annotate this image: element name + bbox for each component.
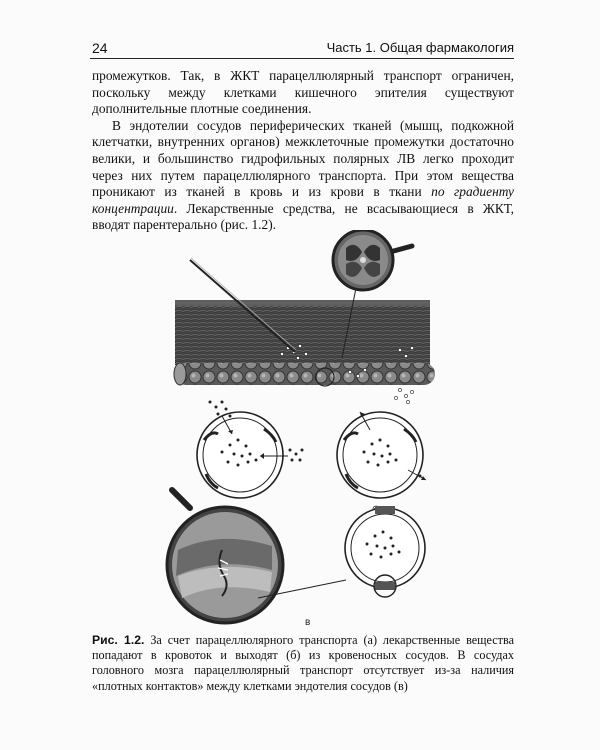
magnifier-bottom (167, 490, 350, 628)
figure-caption (92, 633, 514, 694)
label-v: в (305, 617, 311, 628)
vessel-section-v (345, 506, 425, 597)
caption-text: За счет парацеллюлярного транспорта (а) лекарственные вещества попадают в кровоток и выходят (б) из кровеносных сосудов. В сосудах головного мозга парацеллюлярный транспорт отсутствует из-за наличия «плотных контактов» между клетками эндотелия сосудов (в) (92, 633, 515, 693)
paragraph-2 (92, 118, 514, 234)
body-text (92, 68, 514, 234)
paragraph-2-italic: по градиенту концентрации (92, 184, 514, 216)
caption-label: Рис. 1.2. (92, 633, 145, 647)
header-rule (90, 58, 514, 59)
vessel-section-a (197, 401, 304, 517)
tissue-illustration (174, 230, 435, 404)
page-number: 24 (92, 40, 108, 56)
magnifier-top (333, 230, 412, 290)
vessel-section-b (337, 412, 426, 516)
running-header: Часть 1. Общая фармакология (326, 40, 514, 55)
paragraph-2-start: В эндотелии сосудов периферических тканей (мышц, подкожной клетчатки, внутренних органов) межклеточные промежутки достаточно велики, и большинство гидрофильных полярных ЛВ легко проходит через них путем парацеллюлярного транспорта. При этом вещества проникают из тканей в кровь и из крови в ткани (92, 117, 514, 200)
paragraph-1: промежутков. Так, в ЖКТ парацеллюлярный транспорт ограничен, поскольку между клетками кишечного эпителия существуют дополнительные плотные соединения. (92, 68, 514, 117)
paragraph-2-end: . Лекарственные средства, не всасывающиеся в ЖКТ, вводят парентерально (рис. 1.2). (92, 200, 514, 233)
blood-vessel (175, 363, 435, 385)
tissue-layer (175, 300, 430, 365)
figure-1-2 (160, 230, 450, 630)
